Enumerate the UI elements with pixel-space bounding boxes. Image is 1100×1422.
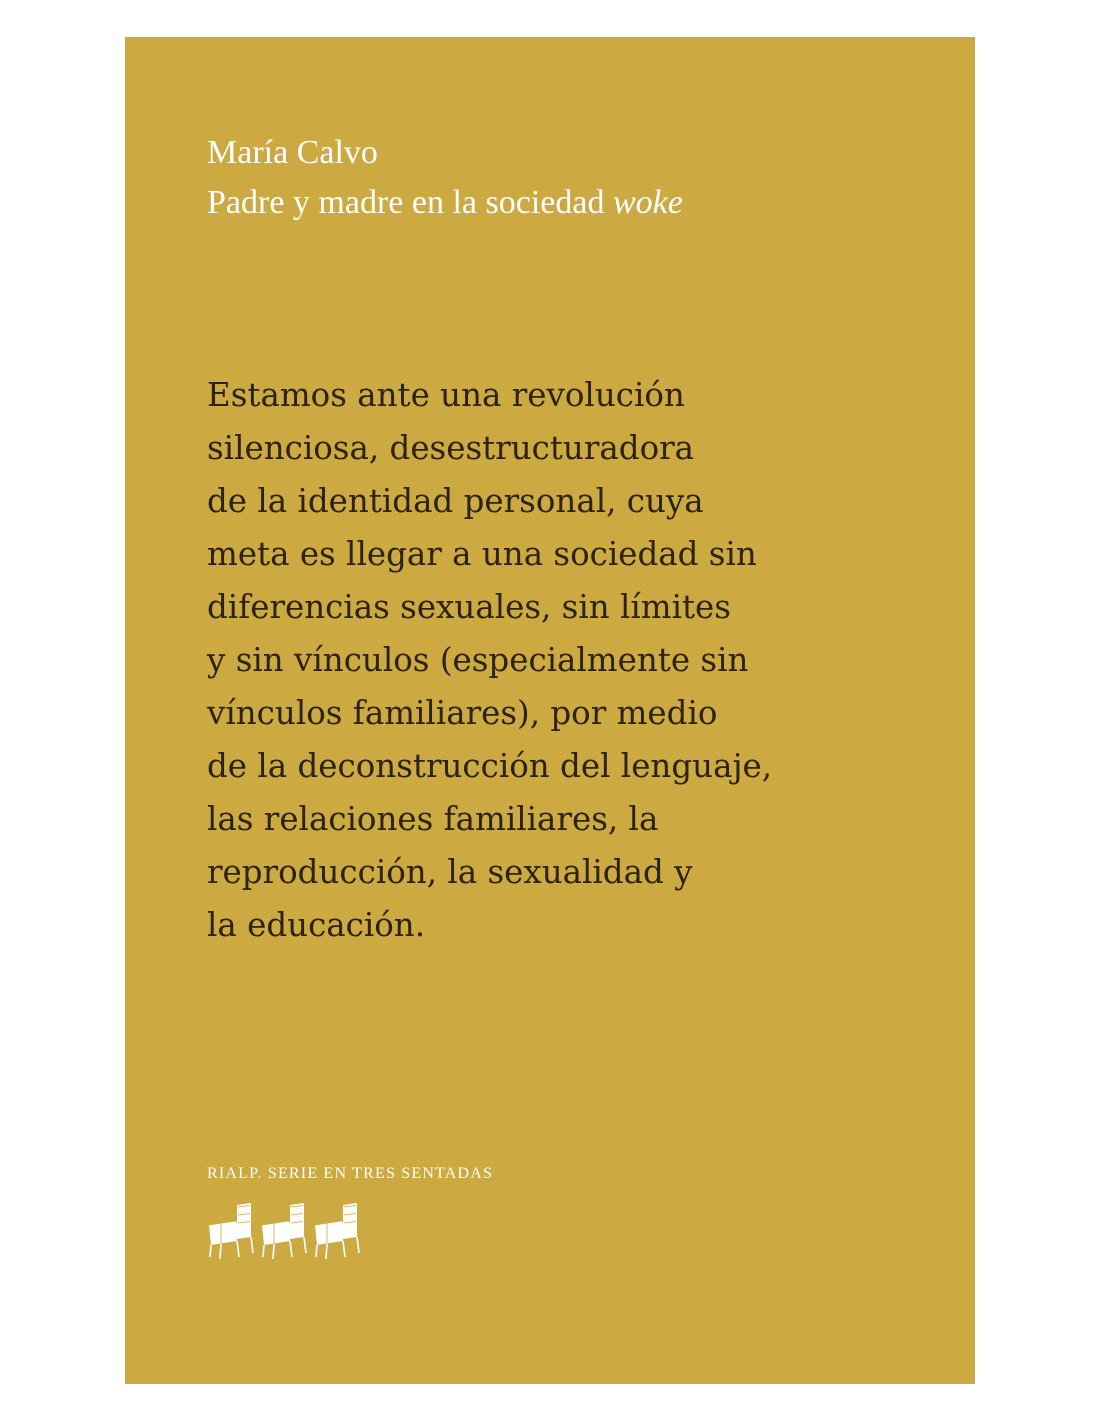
blurb-line: y sin vínculos (especialmente sin [207, 641, 749, 679]
blurb-line: silenciosa, desestructuradora [207, 429, 695, 467]
blurb-line: meta es llegar a una sociedad sin [207, 535, 757, 573]
blurb-line: las relaciones familiares, la [207, 800, 659, 838]
book-title-italic: woke [612, 184, 683, 221]
author-name: María Calvo [207, 134, 378, 171]
book-cover [125, 37, 975, 1384]
blurb [207, 369, 907, 952]
blurb-line: Estamos ante una revolución [207, 376, 685, 414]
blurb-line: la educación. [207, 906, 426, 944]
blurb-line: diferencias sexuales, sin límites [207, 588, 731, 626]
book-title-main: Padre y madre en la sociedad [207, 184, 613, 221]
blurb-line: de la identidad personal, cuya [207, 482, 704, 520]
blurb-line: reproducción, la sexualidad y [207, 853, 693, 891]
book-title [207, 179, 683, 227]
blurb-line: de la deconstrucción del lenguaje, [207, 747, 773, 785]
three-armchairs-icon [205, 1199, 365, 1261]
blurb-line: vínculos familiares), por medio [207, 694, 718, 732]
series-label: RIALP. SERIE EN TRES SENTADAS [207, 1165, 494, 1182]
